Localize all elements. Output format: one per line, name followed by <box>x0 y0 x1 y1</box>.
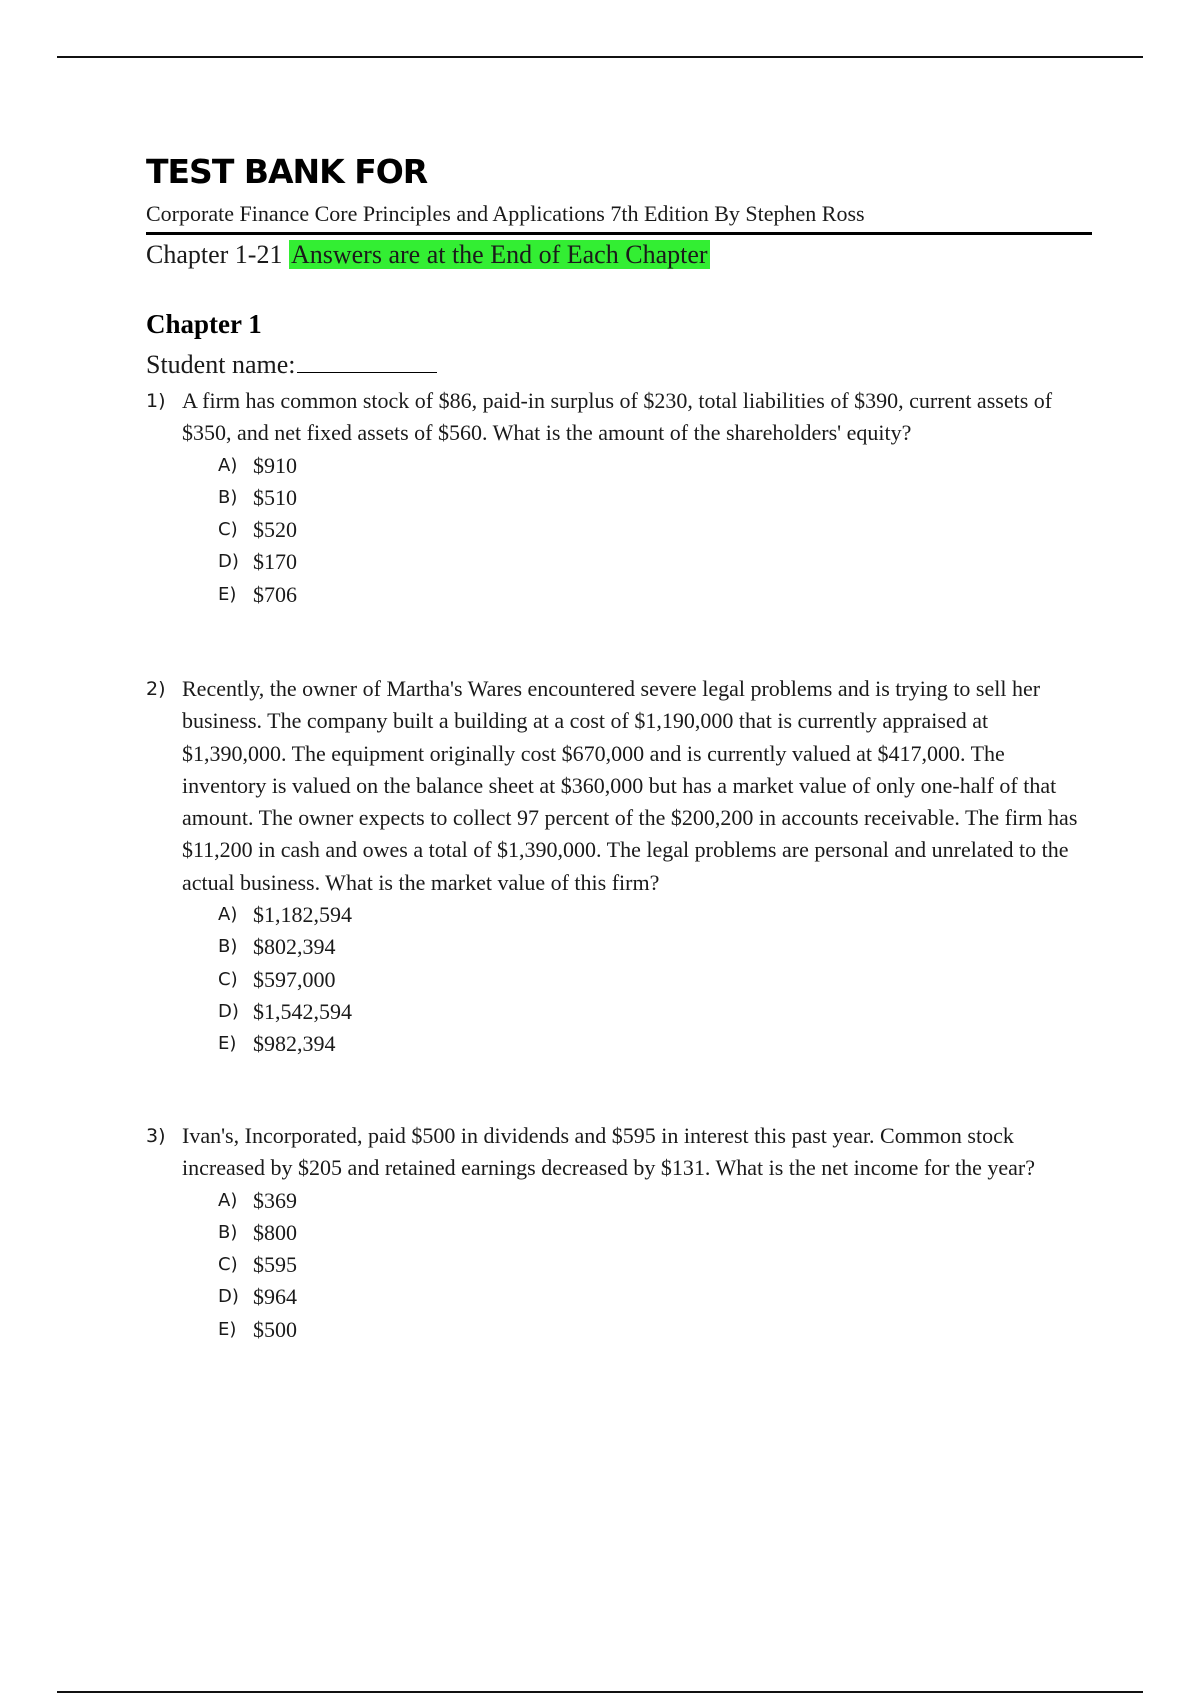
option-letter: B) <box>218 1221 238 1243</box>
option-letter: E) <box>218 583 237 605</box>
option-a <box>218 899 1092 931</box>
student-name-blank <box>297 348 437 373</box>
option-b <box>218 1217 1092 1249</box>
document-title: TEST BANK FOR <box>146 152 428 191</box>
answer-options <box>218 899 1092 1060</box>
option-text: $595 <box>253 1252 297 1278</box>
student-name-line <box>146 348 437 380</box>
option-text: $910 <box>253 452 297 478</box>
option-letter: B) <box>218 486 238 508</box>
option-letter: A) <box>218 454 238 476</box>
document-header <box>146 150 1092 273</box>
option-text: $1,182,594 <box>253 902 352 928</box>
option-text: $520 <box>253 517 297 543</box>
option-letter: D) <box>218 551 239 573</box>
chapter-range-line <box>146 237 1092 273</box>
question-number: 1) <box>146 390 166 412</box>
question-1 <box>146 385 1092 611</box>
top-rule <box>57 56 1143 58</box>
option-text: $510 <box>253 484 297 510</box>
option-text: $1,542,594 <box>253 998 352 1024</box>
question-2 <box>146 673 1092 1061</box>
option-letter: C) <box>218 1254 238 1276</box>
option-d <box>218 1281 1092 1313</box>
question-3 <box>146 1120 1092 1346</box>
student-name-label: Student name: <box>146 350 296 379</box>
option-e <box>218 1314 1092 1346</box>
option-text: $500 <box>253 1316 297 1342</box>
option-text: $597,000 <box>253 966 336 992</box>
option-letter: C) <box>218 968 238 990</box>
option-a <box>218 450 1092 482</box>
option-text: $170 <box>253 549 297 575</box>
option-e <box>218 1028 1092 1060</box>
option-text: $800 <box>253 1219 297 1245</box>
chapter-heading: Chapter 1 <box>146 309 262 339</box>
question-text: Ivan's, Incorporated, paid $500 in dividends and $595 in interest this past year. Common stock increased by $205 and retained earnings decreased by $131. What is the net income for the year? <box>182 1123 1035 1181</box>
option-letter: A) <box>218 1189 238 1211</box>
answers-note-highlight: Answers are at the End of Each Chapter <box>290 240 708 269</box>
option-text: $964 <box>253 1284 297 1310</box>
question-text: A firm has common stock of $86, paid-in surplus of $230, total liabilities of $390, current assets of $350, and net fixed assets of $560. What is the amount of the shareholders' equity? <box>182 388 1053 446</box>
option-letter: A) <box>218 904 238 926</box>
book-title: Corporate Finance Core Principles and Applications 7th Edition By Stephen Ross <box>146 198 1092 235</box>
option-letter: E) <box>218 1033 237 1055</box>
option-text: $802,394 <box>253 934 336 960</box>
option-letter: B) <box>218 936 238 958</box>
question-number: 3) <box>146 1125 166 1147</box>
option-text: $706 <box>253 581 297 607</box>
option-e <box>218 579 1092 611</box>
answer-options <box>218 1185 1092 1346</box>
option-b <box>218 482 1092 514</box>
option-letter: D) <box>218 1286 239 1308</box>
option-text: $982,394 <box>253 1031 336 1057</box>
option-c <box>218 964 1092 996</box>
option-letter: E) <box>218 1318 237 1340</box>
option-c <box>218 1249 1092 1281</box>
option-d <box>218 546 1092 578</box>
chapter-range: Chapter 1-21 <box>146 240 283 269</box>
question-text: Recently, the owner of Martha's Wares encountered severe legal problems and is trying to sell her business. The company built a building at a cost of $1,190,000 that is currently appraised at $1,390,000. The equipment originally cost $670,000 and is currently valued at $417,000. The inventory is valued on the balance sheet at $360,000 but has a market value of only one-half of that amount. The owner expects to collect 97 percent of the $200,200 in accounts receivable. The firm has $11,200 in cash and owes a total of $1,390,000. The legal problems are personal and unrelated to the actual business. What is the market value of this firm? <box>182 676 1078 895</box>
option-a <box>218 1185 1092 1217</box>
bottom-rule <box>57 1691 1143 1693</box>
option-c <box>218 514 1092 546</box>
option-d <box>218 996 1092 1028</box>
option-letter: C) <box>218 519 238 541</box>
answer-options <box>218 450 1092 611</box>
option-letter: D) <box>218 1000 239 1022</box>
question-number: 2) <box>146 678 166 700</box>
option-b <box>218 931 1092 963</box>
option-text: $369 <box>253 1187 297 1213</box>
